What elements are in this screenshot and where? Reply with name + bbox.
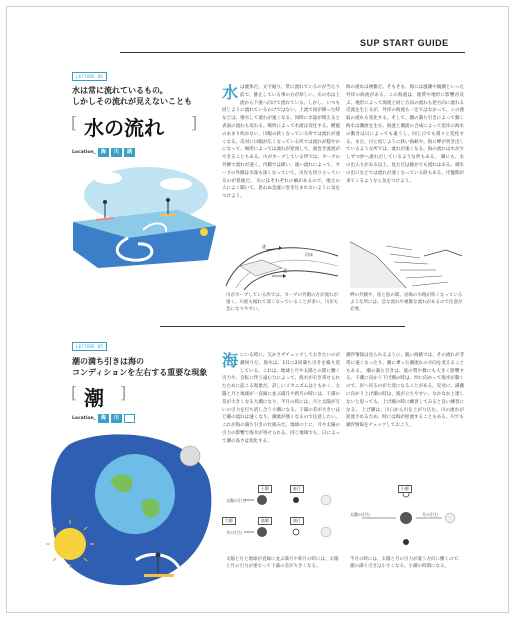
title-bracket-right-1: ] xyxy=(191,113,198,132)
body-text-2d: 潮の満ち引きは、波の質や数にも大きく影響する。干潮に向かう下げ潮の時は、沖に向かって海水が動くので、岸へ戻るのが大変になることがある。反対に、満潮に向かう上げ潮の時は、波が立ちやすい。なかなか上達しないと思っても、上げ潮の時に練習してみると良い練習になる。 xyxy=(346,368,464,413)
tag-full-moon: 満月 xyxy=(290,517,304,525)
label-slow: 遅 xyxy=(283,268,287,273)
location-tag-river: 川 xyxy=(111,414,122,423)
section-title-2: 潮 xyxy=(84,386,104,410)
location-tag-sea: 海 xyxy=(98,148,109,157)
label-fast: 速 xyxy=(262,244,266,249)
location-row-2 xyxy=(72,414,135,423)
title-bracket-left-1: [ xyxy=(71,113,78,132)
label-moon-pull-1: 月の引力 xyxy=(226,530,242,535)
location-tag-sea: 海 xyxy=(98,414,109,423)
tag-spring-tide: 大潮 xyxy=(222,517,236,525)
spring-tide-diagram xyxy=(222,484,342,550)
body-column-2a xyxy=(222,352,340,478)
location-label: Location_ xyxy=(72,150,96,155)
header-rule xyxy=(120,52,465,53)
body-text-1c: 海の流れは複雑だ。そもそも、海には風潮や親潮といった外洋の海流がある。この海流は、地質や地形に影響が及ぶ。地形によって海流と同じ方向の流れも逆方向に流れる反流を生じるが、外洋の海流も一定ではなかって、この強弱の流れも変化する。そして、潮の満ち引きによって動く海水は潮流を生む。海流と潮流の合成によって沿岸の海水の動きは日によっても違うし、同じ日でも刻々と変化する。また、川と同じように狭い海峡や、海に岬が突き出しているような所では、流れが速くなる。海の流れは水が少しずつ沖へ流れだしているような所もある。 xyxy=(346,85,464,161)
tag-high-tide: 満潮 xyxy=(258,517,272,525)
section-divider xyxy=(160,326,405,327)
tide-earth-illustration xyxy=(40,424,220,599)
body-text-2e: 上げ潮は、川口から川を上がり込む。川の流れが逆流されるため、時には海が逆流することもある。川でも潮汐情報をチェックしておこう。 xyxy=(346,407,464,429)
body-text-1b: 川にはそれぞれの癖があるので、地元の人によく聞いて、思わぬ急流に巻き込まれないように気をつけよう。 xyxy=(222,178,340,200)
location-tag-river: 川 xyxy=(111,148,122,157)
lead-1-line2: しかしその流れが見えないことも xyxy=(72,97,192,106)
diagram1-caption: 川がカーブしている所では、カーブの外側の方が流れが速く、川底も掘れて深くなっていることが多い。川岸も急になりやすい。 xyxy=(226,293,339,312)
location-tag-lake: 湖 xyxy=(124,148,135,157)
tag-low-tide: 干潮 xyxy=(258,485,272,493)
body-text-2c: 潮汐情報は見られるように、鋭い海峡では、その流れが非常に速くなったり、潮に乗った潮流れの方向を変えることもある。 xyxy=(346,353,464,374)
body-column-1a xyxy=(222,84,340,256)
tide-caption-left: 太陽と月と地球が直線に並ぶ満月や新月の時には、太陽と月の引力が重なって干満の差が大きくなる。 xyxy=(226,557,339,569)
tag-new-moon: 新月 xyxy=(290,485,304,493)
body-text-2a: にいる時に、欠かさずチェックしておきたいのが潮回りだ。海水は、1日に2回満ち引きを繰り返している。これは、地球と月や太陽との間に働く引力や、自転に伴う遠心力によって、海水が引き寄せられたために起こる現象だ。詳しいメカニズムはともかく、太陽と月と地球が一直線に並ぶ満月や新月の時には、干満の差が大きくなる大潮になり、半月の時には、月と太陽が互いの引力を打ち消し合う小潮になる。干満の差が大きいほど潮の流れは速くなり、潮流が強くなるので注意したい。 xyxy=(222,353,340,421)
guide-title: SUP START GUIDE xyxy=(360,38,449,48)
location-row-1 xyxy=(72,148,135,157)
lecture-tag-1: LECTURE 06 xyxy=(72,72,107,81)
headland-current-diagram xyxy=(346,236,466,292)
lead-2 xyxy=(72,356,207,378)
body-text-1d: 湖にも、水の出入りがある以上、見た目は静かでも流れはある。湖水の出口などでは流れが速くなっている時もある。序盤期が来てくるようなら気をつけよう。 xyxy=(346,155,464,184)
title-bracket-left-2: [ xyxy=(71,383,78,402)
label-moon-pull-2: 月の引力 xyxy=(422,512,438,517)
location-label: Location_ xyxy=(72,416,96,421)
dropcap-2: 海 xyxy=(222,352,239,370)
body-column-1b xyxy=(346,84,464,256)
section-title-1: 水の流れ xyxy=(84,116,164,140)
title-bracket-right-2: ] xyxy=(120,383,127,402)
label-riverbed: 河床 xyxy=(305,252,313,257)
water-flow-illustration xyxy=(68,160,218,275)
lead-1-line1: 水は常に流れているもの。 xyxy=(72,86,168,95)
tide-caption-right: 半月の時には、太陽と月の引力が違う方向に働くので、潮の満ち引きは小さくなる。小潮の時期になる。 xyxy=(350,557,463,569)
lead-2-line1: 潮の満ち引きは海の xyxy=(72,357,144,366)
lecture-tag-2: LECTURE 05 xyxy=(72,342,107,351)
body-text-1a: は液体だ。文字通り、常に流れているのが当たり前で、静止している事の方が珍しい。川の水は上流から下流へ向けて流れている。しかし、いつも同じように流れているわけではない。上流で雨が降った時などは、増水して流れが速くなる。同時に水量が増えると表面の流れも変わる。場所によって水流は変化する。横風のあまり吹かない、川幅の狭くなっている所では流れが速くなる。反対に川幅が広くなっている所では流れが穏やかになって、場所によっては流れが逆流して、渦巻き流流ができることもある。川がカーブしている所では、カーブの外側で流れが速く、内側では緩い。速い流れによって、カーブの外側は水深も深くなっていて、川岸も切り立っているのが普通だ。 xyxy=(222,85,340,184)
body-text-2b: これが海の満ち引きの仕組みだ。地球の上に、月や太陽の引力の影響で海水が寄せられる。同じ地域でも、日によって潮の高さは変化する。 xyxy=(222,423,340,444)
location-tag-lake xyxy=(124,414,135,423)
tag-neap-tide: 小潮 xyxy=(398,485,412,493)
lead-2-line2: コンディションを左右する重要な現象 xyxy=(72,368,208,377)
diagram2-caption: 岬の外側や、島と島の間、岩場の水路が狭くなっているような所には、急な流れや複雑な流れがあるので注意が必要。 xyxy=(350,293,463,312)
dropcap-1: 水 xyxy=(222,84,239,102)
label-sun-pull-1: 太陽の引力 xyxy=(226,498,246,503)
lead-1 xyxy=(72,85,192,107)
body-column-2b xyxy=(346,352,464,478)
river-bend-diagram xyxy=(222,236,342,292)
label-sun-pull-2: 太陽の引力 xyxy=(350,512,370,517)
